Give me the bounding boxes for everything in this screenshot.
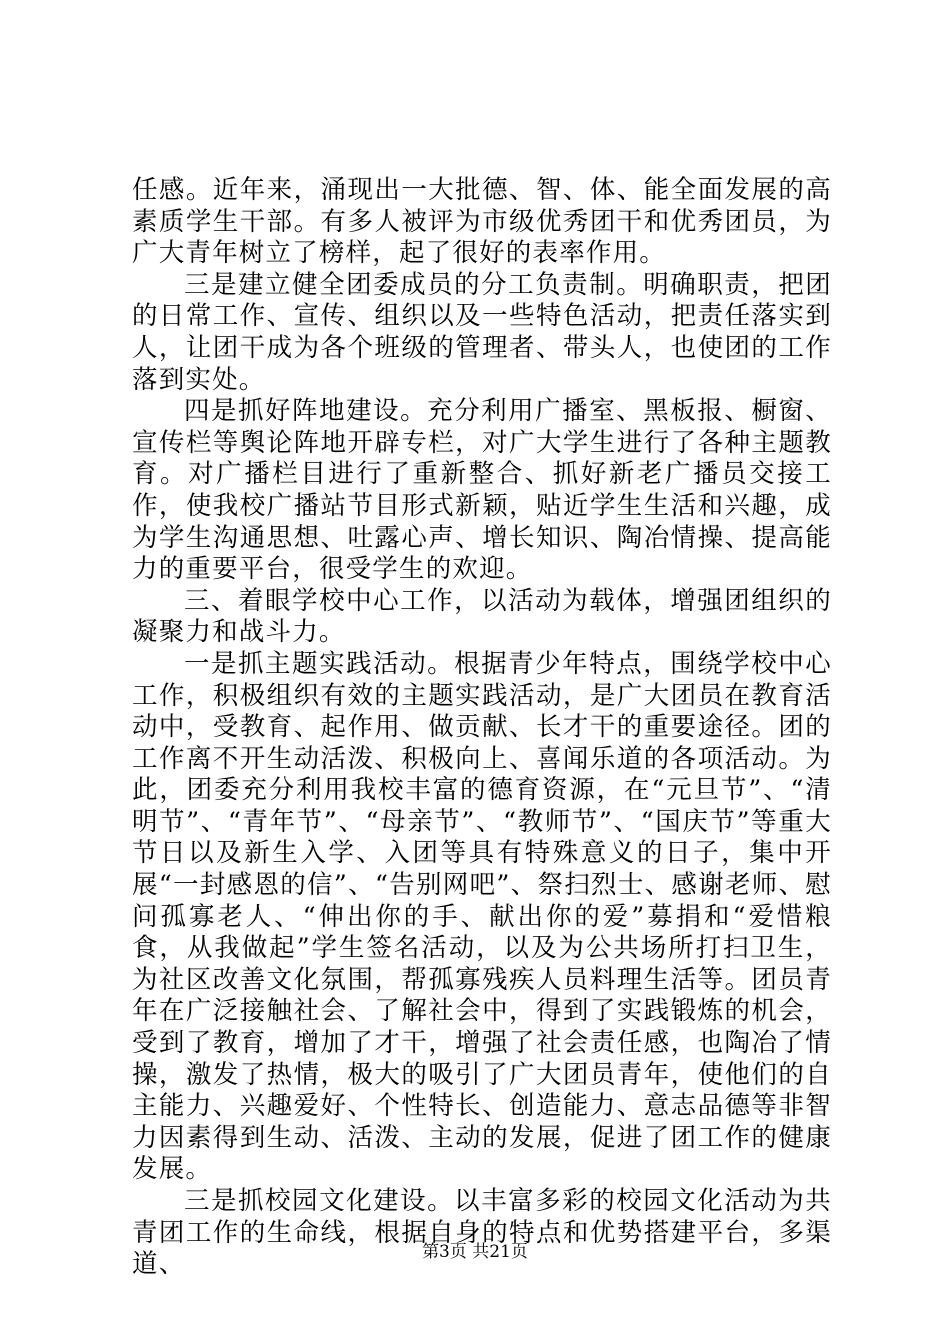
paragraph-division-of-duties: 三是建立健全团委成员的分工负责制。明确职责，把团的日常工作、宣传、组织以及一些特色活动，把责任落实到人，让团干成为各个班级的管理者、带头人，也使团的工作落到实处。 xyxy=(132,269,832,395)
page-number-footer: 第3页 共21页 xyxy=(422,1242,528,1262)
paragraph-position-building: 四是抓好阵地建设。充分利用广播室、黑板报、橱窗、宣传栏等舆论阵地开辟专栏，对广大学生进行了各种主题教育。对广播栏目进行了重新整合、抓好新老广播员交接工作，使我校广播站节目形式新颖，贴近学生生活和兴趣，成为学生沟通思想、吐露心声、增长知识、陶冶情操、提高能力的重要平台，很受学生的欢迎。 xyxy=(132,396,832,585)
section-heading-activities: 三、着眼学校中心工作，以活动为载体，增强团组织的凝聚力和战斗力。 xyxy=(132,585,832,648)
document-body xyxy=(132,175,832,1281)
paragraph-continuation: 任感。近年来，涌现出一大批德、智、体、能全面发展的高素质学生干部。有多人被评为市级优秀团干和优秀团员，为广大青年树立了榜样，起了很好的表率作用。 xyxy=(132,175,832,269)
paragraph-theme-practice: 一是抓主题实践活动。根据青少年特点，围绕学校中心工作，积极组织有效的主题实践活动，是广大团员在教育活动中，受教育、起作用、做贡献、长才干的重要途径。团的工作离不开生动活泼、积极向上、喜闻乐道的各项活动。为此，团委充分利用我校丰富的德育资源，在“元旦节”、“清明节”、“青年节”、“母亲节”、“教师节”、“国庆节”等重大节日以及新生入学、入团等具有特殊意义的日子，集中开展“一封感恩的信”、“告别网吧”、祭扫烈士、感谢老师、慰问孤寡老人、“伸出你的手、献出你的爱”募捐和“爱惜粮食，从我做起”学生签名活动，以及为公共场所打扫卫生，为社区改善文化氛围，帮孤寡残疾人员料理生活等。团员青年在广泛接触社会、了解社会中，得到了实践锻炼的机会，受到了教育，增加了才干，增强了社会责任感，也陶冶了情操，激发了热情，极大的吸引了广大团员青年，使他们的自主能力、兴趣爱好、个性特长、创造能力、意志品德等非智力因素得到生动、活泼、主动的发展，促进了团工作的健康发展。 xyxy=(132,648,832,1185)
paragraph-campus-culture: 三是抓校园文化建设。以丰富多彩的校园文化活动为共青团工作的生命线，根据自身的特点和优势搭建平台，多渠道、 xyxy=(132,1186,832,1280)
